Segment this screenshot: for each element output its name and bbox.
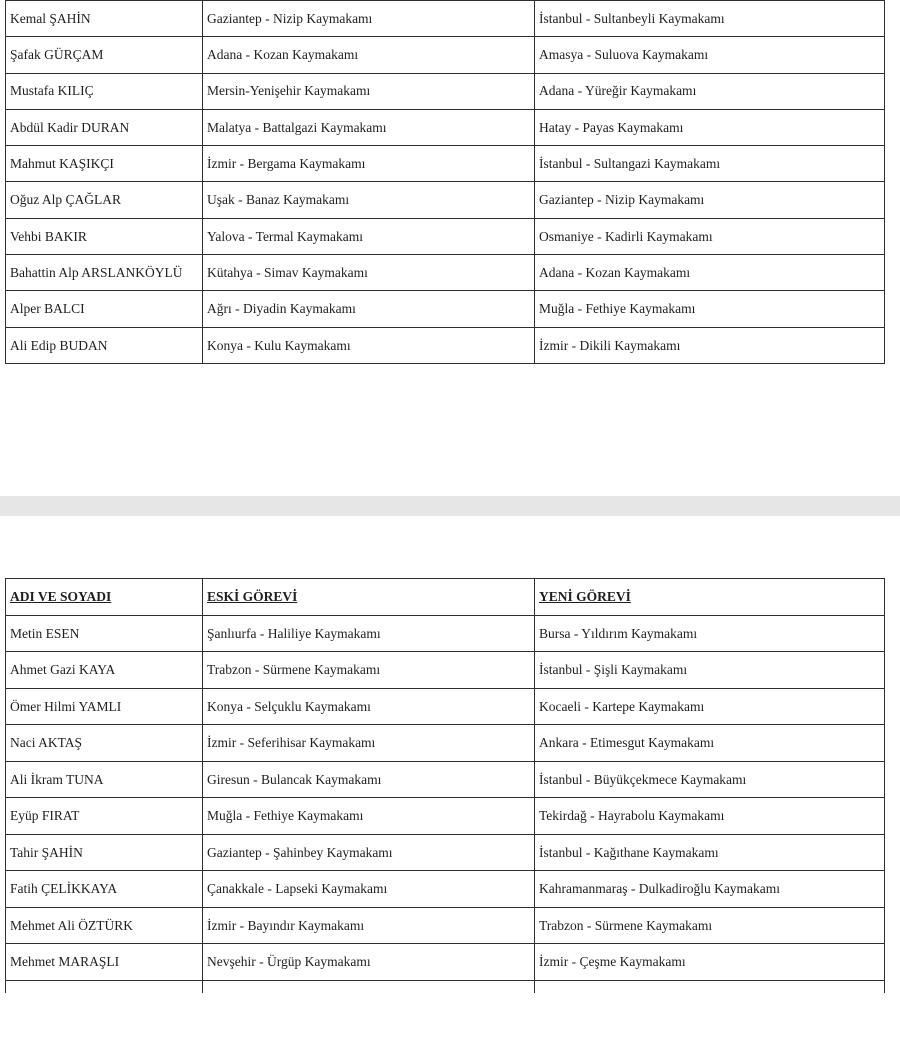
cell-old-duty: Adana - Kozan Kaymakamı bbox=[203, 37, 535, 73]
cell-empty bbox=[535, 980, 885, 993]
cell-new-duty: İstanbul - Büyükçekmece Kaymakamı bbox=[535, 761, 885, 798]
cell-new-duty: İstanbul - Sultanbeyli Kaymakamı bbox=[535, 1, 885, 37]
cell-old-duty: Çanakkale - Lapseki Kaymakamı bbox=[203, 871, 535, 908]
cell-name: Ahmet Gazi KAYA bbox=[6, 652, 203, 689]
table-row bbox=[6, 944, 885, 981]
cell-old-duty: Muğla - Fethiye Kaymakamı bbox=[203, 798, 535, 835]
table-row bbox=[6, 871, 885, 908]
cell-new-duty: Osmaniye - Kadirli Kaymakamı bbox=[535, 218, 885, 254]
cell-new-duty: Kahramanmaraş - Dulkadiroğlu Kaymakamı bbox=[535, 871, 885, 908]
cell-new-duty: Hatay - Payas Kaymakamı bbox=[535, 109, 885, 145]
table-row bbox=[6, 327, 885, 363]
cell-new-duty: Adana - Kozan Kaymakamı bbox=[535, 255, 885, 291]
cell-name: Bahattin Alp ARSLANKÖYLÜ bbox=[6, 255, 203, 291]
table-header bbox=[6, 579, 885, 616]
table-row bbox=[6, 834, 885, 871]
cell-name: Abdül Kadir DURAN bbox=[6, 109, 203, 145]
table-row bbox=[6, 73, 885, 109]
table-row bbox=[6, 255, 885, 291]
appointments-table bbox=[5, 578, 885, 993]
cell-new-duty: Gaziantep - Nizip Kaymakamı bbox=[535, 182, 885, 218]
cell-new-duty: İstanbul - Kağıthane Kaymakamı bbox=[535, 834, 885, 871]
cell-new-duty: Bursa - Yıldırım Kaymakamı bbox=[535, 615, 885, 652]
cell-name: Ali İkram TUNA bbox=[6, 761, 203, 798]
cell-old-duty: Şanlıurfa - Haliliye Kaymakamı bbox=[203, 615, 535, 652]
table-row bbox=[6, 761, 885, 798]
header-new-duty: YENİ GÖREVİ bbox=[535, 579, 885, 616]
cell-old-duty: Mersin-Yenişehir Kaymakamı bbox=[203, 73, 535, 109]
cell-name: Vehbi BAKIR bbox=[6, 218, 203, 254]
cell-name: Mustafa KILIÇ bbox=[6, 73, 203, 109]
table-row bbox=[6, 218, 885, 254]
table-body bbox=[6, 615, 885, 993]
cell-old-duty: Uşak - Banaz Kaymakamı bbox=[203, 182, 535, 218]
cell-new-duty: İzmir - Dikili Kaymakamı bbox=[535, 327, 885, 363]
cell-name: Eyüp FIRAT bbox=[6, 798, 203, 835]
cell-name: Naci AKTAŞ bbox=[6, 725, 203, 762]
cell-name: Ali Edip BUDAN bbox=[6, 327, 203, 363]
cell-name: Mehmet MARAŞLI bbox=[6, 944, 203, 981]
cell-name: Mahmut KAŞIKÇI bbox=[6, 146, 203, 182]
document-page-bottom bbox=[0, 516, 900, 1045]
cell-old-duty: Konya - Kulu Kaymakamı bbox=[203, 327, 535, 363]
cell-empty bbox=[6, 980, 203, 993]
table-body bbox=[6, 1, 885, 364]
cell-new-duty: Trabzon - Sürmene Kaymakamı bbox=[535, 907, 885, 944]
cell-name: Mehmet Ali ÖZTÜRK bbox=[6, 907, 203, 944]
table-row bbox=[6, 291, 885, 327]
cell-old-duty: Yalova - Termal Kaymakamı bbox=[203, 218, 535, 254]
table-row-continued bbox=[6, 980, 885, 993]
table-row bbox=[6, 907, 885, 944]
cell-new-duty: Adana - Yüreğir Kaymakamı bbox=[535, 73, 885, 109]
header-row bbox=[6, 579, 885, 616]
cell-old-duty: Giresun - Bulancak Kaymakamı bbox=[203, 761, 535, 798]
table-row bbox=[6, 1, 885, 37]
cell-old-duty: İzmir - Bayındır Kaymakamı bbox=[203, 907, 535, 944]
cell-new-duty: Amasya - Suluova Kaymakamı bbox=[535, 37, 885, 73]
cell-name: Metin ESEN bbox=[6, 615, 203, 652]
cell-name: Oğuz Alp ÇAĞLAR bbox=[6, 182, 203, 218]
page-divider bbox=[0, 496, 900, 516]
header-old-duty: ESKİ GÖREVİ bbox=[203, 579, 535, 616]
header-name: ADI VE SOYADI bbox=[6, 579, 203, 616]
cell-name: Ömer Hilmi YAMLI bbox=[6, 688, 203, 725]
cell-old-duty: İzmir - Bergama Kaymakamı bbox=[203, 146, 535, 182]
table-row bbox=[6, 182, 885, 218]
table-row bbox=[6, 652, 885, 689]
cell-new-duty: İstanbul - Şişli Kaymakamı bbox=[535, 652, 885, 689]
table-row bbox=[6, 37, 885, 73]
cell-new-duty: İstanbul - Sultangazi Kaymakamı bbox=[535, 146, 885, 182]
cell-new-duty: Muğla - Fethiye Kaymakamı bbox=[535, 291, 885, 327]
table-row bbox=[6, 798, 885, 835]
cell-old-duty: Kütahya - Simav Kaymakamı bbox=[203, 255, 535, 291]
cell-name: Kemal ŞAHİN bbox=[6, 1, 203, 37]
cell-new-duty: İzmir - Çeşme Kaymakamı bbox=[535, 944, 885, 981]
table-row bbox=[6, 615, 885, 652]
cell-name: Alper BALCI bbox=[6, 291, 203, 327]
cell-old-duty: Trabzon - Sürmene Kaymakamı bbox=[203, 652, 535, 689]
document-page-top bbox=[0, 0, 900, 496]
cell-old-duty: Gaziantep - Nizip Kaymakamı bbox=[203, 1, 535, 37]
cell-old-duty: Ağrı - Diyadin Kaymakamı bbox=[203, 291, 535, 327]
cell-old-duty: Gaziantep - Şahinbey Kaymakamı bbox=[203, 834, 535, 871]
cell-old-duty: Malatya - Battalgazi Kaymakamı bbox=[203, 109, 535, 145]
cell-empty bbox=[203, 980, 535, 993]
table-row bbox=[6, 725, 885, 762]
cell-old-duty: Nevşehir - Ürgüp Kaymakamı bbox=[203, 944, 535, 981]
table-row bbox=[6, 688, 885, 725]
cell-new-duty: Tekirdağ - Hayrabolu Kaymakamı bbox=[535, 798, 885, 835]
cell-name: Tahir ŞAHİN bbox=[6, 834, 203, 871]
cell-new-duty: Kocaeli - Kartepe Kaymakamı bbox=[535, 688, 885, 725]
table-row bbox=[6, 109, 885, 145]
appointments-table-continued bbox=[5, 0, 885, 364]
cell-new-duty: Ankara - Etimesgut Kaymakamı bbox=[535, 725, 885, 762]
table-row bbox=[6, 146, 885, 182]
cell-old-duty: İzmir - Seferihisar Kaymakamı bbox=[203, 725, 535, 762]
cell-name: Fatih ÇELİKKAYA bbox=[6, 871, 203, 908]
cell-old-duty: Konya - Selçuklu Kaymakamı bbox=[203, 688, 535, 725]
cell-name: Şafak GÜRÇAM bbox=[6, 37, 203, 73]
